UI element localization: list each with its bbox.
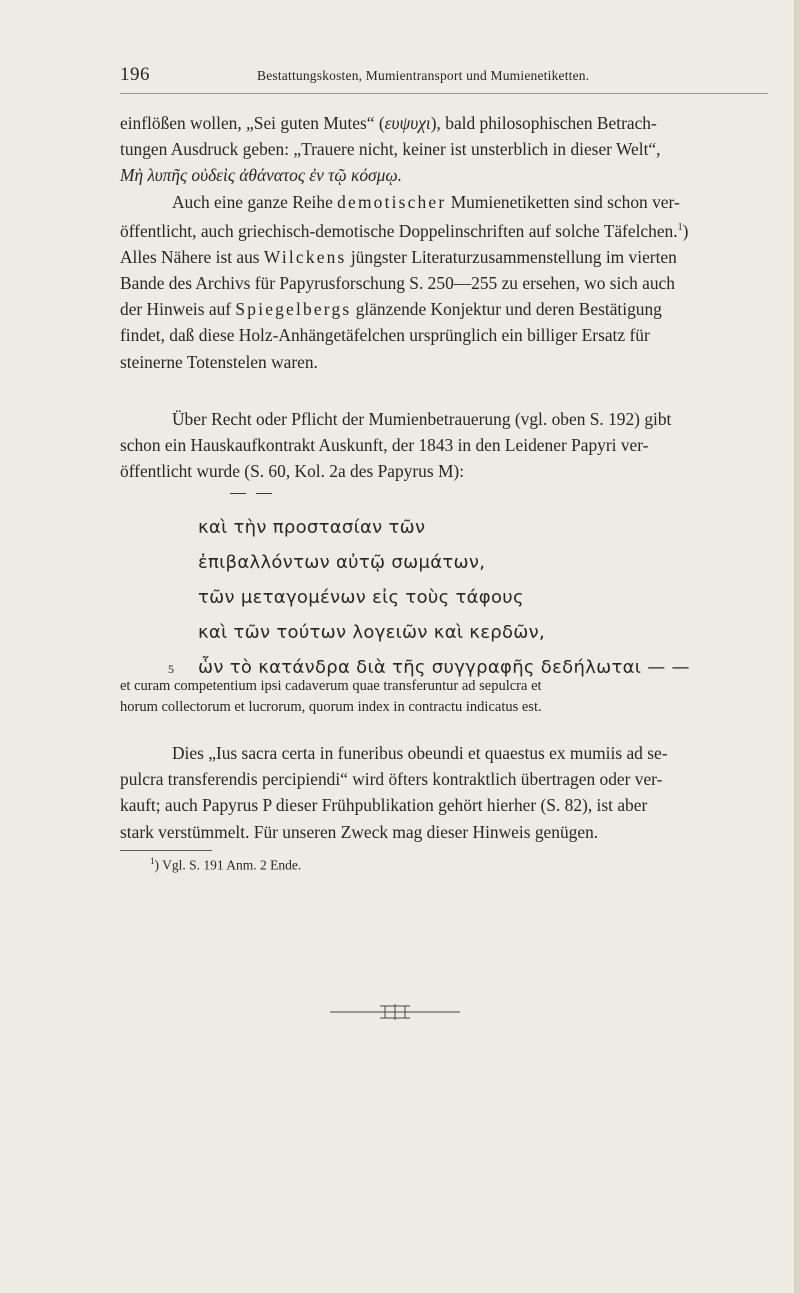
text-span: einflößen wollen, „Sei guten Mutes“ ( [120, 113, 385, 133]
text-line: öffentlicht wurde (S. 60, Kol. 2a des Papyrus M): [120, 461, 465, 482]
greek-quotation [168, 510, 748, 685]
text-line: stark verstümmelt. Für unseren Zweck mag dieser Hinweis genügen. [120, 821, 599, 842]
text-line: Bande des Archivs für Papyrusforschung S. 250—255 zu ersehen, wo sich auch [120, 273, 675, 294]
quote-text: καὶ τὴν προστασίαν τῶν [198, 517, 426, 538]
dash [256, 493, 272, 494]
text-span: Auch eine ganze Reihe [172, 191, 338, 212]
text-line [120, 296, 768, 322]
text-line: Über Recht oder Pflicht der Mumienbetrauerung (vgl. oben S. 192) gibt [172, 409, 672, 429]
page-header [120, 64, 768, 88]
text-line: schon ein Hauskaufkontrakt Auskunft, der 1843 in den Leidener Papyri ver- [120, 435, 649, 456]
spaced-word: demotischer [337, 191, 447, 212]
text-span: öffentlicht, auch griechisch-demotische Doppelinschriften auf solche Täfelchen. [120, 220, 678, 241]
footnote-marker: 1 [150, 856, 155, 866]
quote-text: ὧν τὸ κατάνδρα διὰ τῆς συγγραφῆς δεδήλωται — — [198, 657, 690, 678]
text-line [120, 110, 768, 136]
text-line: steinerne Totenstelen waren. [120, 351, 318, 372]
text-line: pulcra transferendis percipiendi“ wird öfters kontraktlich übertragen oder ver- [120, 769, 663, 790]
text-line: kauft; auch Papyrus P dieser Frühpublikation gehört hierher (S. 82), ist aber [120, 795, 648, 816]
text-line [120, 215, 768, 244]
text-span: Mumienetiketten sind schon ver- [446, 191, 680, 212]
quote-text: ἐπιβαλλόντων αὐτῷ σωμάτων, [198, 552, 486, 573]
running-title: Bestattungskosten, Mumientransport und Mumienetiketten. [257, 68, 590, 83]
quote-line [168, 510, 748, 545]
text-span: ), bald philosophischen Betrach- [430, 113, 657, 133]
line-number: 5 [168, 662, 175, 676]
text-line: et curam competentium ipsi cadaverum quae transferuntur ad sepulcra et [120, 678, 542, 694]
dash [230, 493, 246, 494]
text-span: Alles Nähere ist aus [120, 246, 264, 267]
text-span: jüngster Literaturzusammenstellung im vierten [346, 246, 677, 267]
spaced-word: Wilckens [263, 246, 347, 267]
quote-line [168, 580, 748, 615]
greek-word: ευψυχι [384, 113, 431, 133]
quote-line [168, 615, 748, 650]
greek-line: Μὴ λυπῆς οὐδεὶς ἀθάνατος ἐν τῷ κόσμῳ. [120, 165, 402, 186]
text-span: ) [682, 220, 689, 241]
page-edge [794, 0, 800, 1293]
text-span: der Hinweis auf [120, 299, 236, 320]
text-line: horum collectorum et lucrorum, quorum index in contractu indicatus est. [120, 699, 542, 715]
paragraph-mourning-right [120, 406, 768, 485]
text-line: findet, daß diese Holz-Anhängetäfelchen ursprünglich ein billiger Ersatz für [120, 325, 650, 346]
quote-text: καὶ τῶν τούτων λογειῶν καὶ κερδῶν, [198, 622, 546, 643]
text-span: glänzende Konjektur und deren Bestätigung [351, 299, 662, 320]
text-line [120, 189, 768, 215]
footnote-text: ) Vgl. S. 191 Anm. 2 Ende. [154, 857, 302, 873]
header-rule [120, 93, 768, 94]
text-line [120, 244, 768, 270]
lacuna-dashes [230, 484, 300, 504]
text-line: tungen Ausdruck geben: „Trauere nicht, keiner ist unsterblich in dieser Welt“, [120, 139, 661, 160]
spaced-word: Spiegelbergs [235, 299, 352, 320]
quote-text: τῶν μεταγομένων εἰς τοὺς τάφους [198, 587, 524, 608]
end-ornament-icon [330, 1000, 460, 1024]
footnote [150, 856, 301, 874]
text-line: Dies „Ius sacra certa in funeribus obeundi et quaestus ex mumiis ad se- [172, 743, 668, 763]
quote-line [168, 545, 748, 580]
paragraph-mummy-labels [120, 110, 768, 375]
footnote-rule [120, 850, 212, 851]
paragraph-ius-sacra [120, 740, 768, 845]
page-number: 196 [120, 64, 150, 85]
footnote-ref: 1 [677, 221, 683, 233]
latin-translation [120, 676, 768, 718]
